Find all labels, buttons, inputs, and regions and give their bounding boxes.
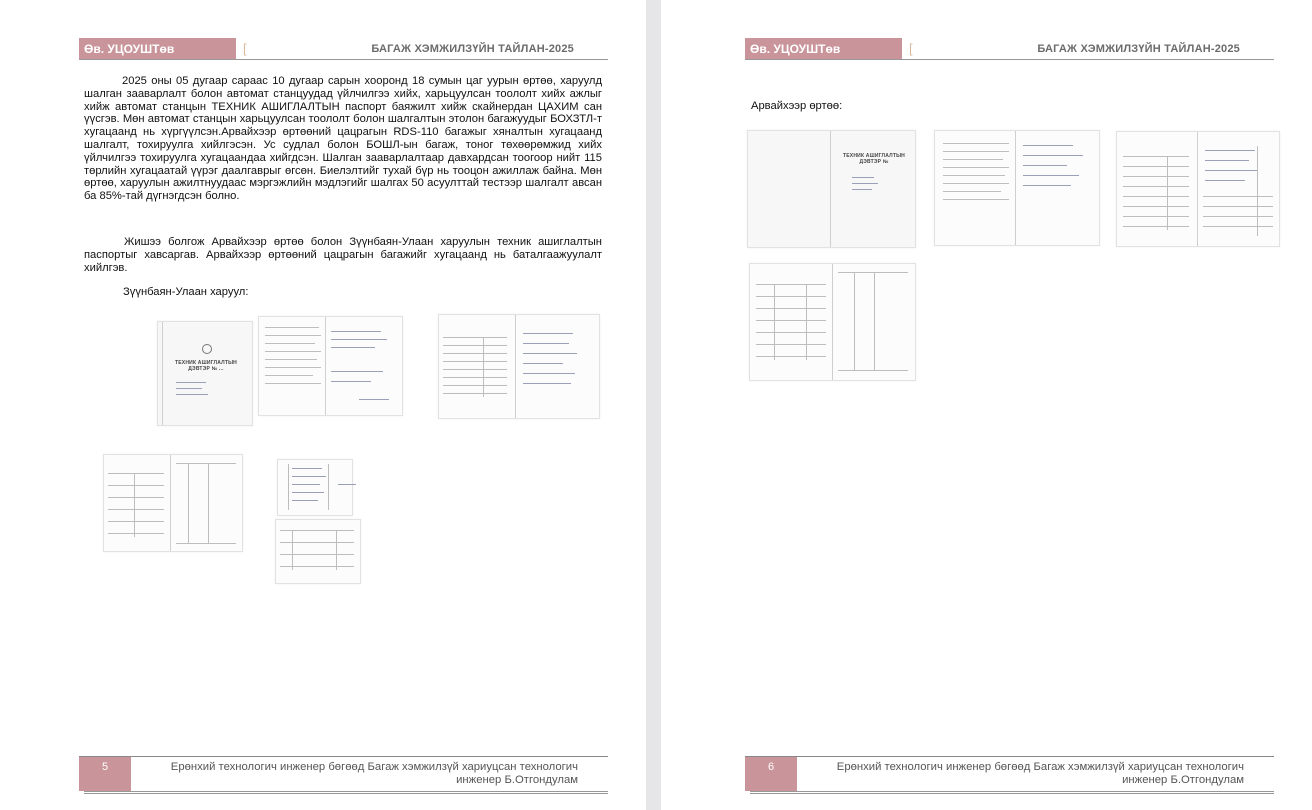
passport-table-scan-c [1116,131,1280,247]
passport-page-scan-2 [258,316,403,416]
passport-page-scan-b [934,130,1100,246]
footer-line-2: инженер Б.Отгондулам [1122,774,1244,786]
page-gap [646,0,661,810]
header-title: БАГАЖ ХЭМЖИЛЗҮЙН ТАЙЛАН-2025 [1037,43,1240,55]
passport-table-scan-4 [103,454,243,552]
footer-line-1: Ерөнхий технологич инженер бөгөөд Багаж хэмжилзүй хариуцсан технологич [836,761,1244,773]
page-header [79,38,608,60]
page-number: 5 [79,757,131,791]
header-bracket: [ [243,41,247,56]
header-rule [745,59,1274,60]
footer-line-1: Ерөнхий технологич инженер бөгөөд Багаж хэмжилзүй хариуцсан технологич [170,761,578,773]
cover-title-text: ТЕХНИК АШИГЛАЛТЫН ДЭВТЭР № ... [175,360,237,372]
page-footer [745,756,1274,796]
document-page-5 [0,0,646,810]
header-bracket: [ [909,41,913,56]
passport-table-scan-6 [275,519,361,584]
handwritten-note-mark [338,480,358,490]
page-number: 6 [745,757,797,791]
cover-title-text: ТЕХНИК АШИГЛАЛТЫН ДЭВТЭР № [843,153,905,165]
header-rule [79,59,608,60]
passport-cover-image [747,130,916,248]
passport-table-scan-d [749,263,916,381]
page-header [745,38,1274,60]
footer-author [118,761,578,787]
page-footer [79,756,608,796]
header-org-label: Өв. УЦОУШТөв [745,38,902,60]
footer-line-2: инженер Б.Отгондулам [456,774,578,786]
passport-cover-image [157,321,253,426]
document-page-6 [661,0,1312,810]
image-caption-zuunbayan: Зүүнбаян-Улаан харуул: [123,286,249,298]
header-title: БАГАЖ ХЭМЖИЛЗҮЙН ТАЙЛАН-2025 [371,43,574,55]
image-caption-arvaikheer: Арвайхээр өртөө: [751,100,843,112]
passport-table-scan-3 [438,314,600,419]
body-paragraph-1: 2025 оны 05 дугаар сараас 10 дугаар сарын хооронд 18 сумын цаг уурын өртөө, харуулд шалган зааварлалт болон автомат станцуудад үйлчилгээ хийх, харьцуулсан тоололт хийх ажлыг хийж автомат станцын ТЕХНИК АШИГЛАЛТЫН паспорт баяжилт хийж скайнердан ЦАХИМ сан үүсгэв. Мөн автомат станцын харьцуулсан тоололт болон шалгалтын этолон багажуудыг БОХЗТЛ-т хугацаанд нь хүргүүлсэн.Арвайхээр өртөөний цацрагын RDS-110 багажыг хяналтын хугацаанд шалгалт, тохируулга хийлгэсэн. Ус судлал болон БОШЛ-ын багаж, тоног төхөөрөмжид хийх үйлчилгээ тохируулга хугацаандаа хийгдсэн. Шалган зааварлалтаар давхардсан тоогоор нийт 115 төрлийн хугацаатай үүрэг даалгаврыг өгсөн. Биелэлтийг тухай бүр нь тооцон ажиллаж байна. Мөн өртөө, харуулын ажилтнуудаас мэргэжлийн мэдлэгийг шалгах 50 асуулттай тестээр шалгалт авсан ба 85%-тай дүгнэгдсэн болно. [84,75,602,203]
footer-author [784,761,1244,787]
header-org-label: Өв. УЦОУШТөв [79,38,236,60]
body-paragraph-2: Жишээ болгож Арвайхээр өртөө болон Зүүнбаян-Улаан харуулын техник ашиглалтын паспортыг хавсаргав. Арвайхээр өртөөний цацрагын багажийг хугацаанд нь баталгаажуулалт хийлгэв. [84,236,602,274]
